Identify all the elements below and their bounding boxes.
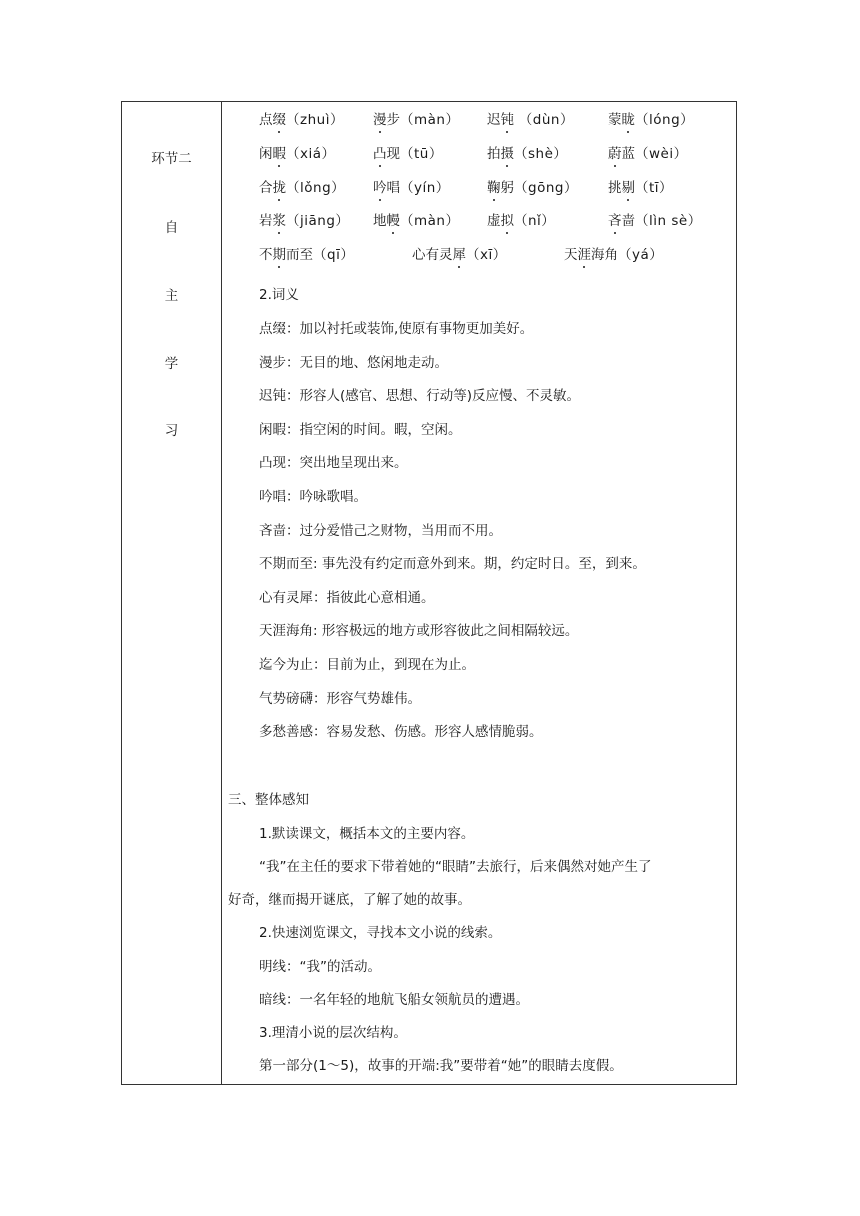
pinyin-word [259,212,349,230]
vocab-item: 吝啬：过分爱惜己之财物，当用而不用。 [259,523,502,539]
dotted-char: 钝 [500,112,514,128]
dotted-char: 期 [272,247,286,263]
word-part: 闲 [259,146,273,162]
pinyin-text: （dùn） [514,112,574,128]
pinyin-text: （lóng） [635,112,695,128]
section-char-2: 主 [164,288,179,304]
word-part: 蓝 [621,146,635,162]
dotted-char: 漫 [373,112,387,128]
overview-item-3: 3.理清小说的层次结构。 [259,1025,407,1041]
section-char-4: 习 [164,423,179,439]
word-part: 步 [386,112,400,128]
pinyin-word [259,246,354,264]
word-part: 心有灵 [412,247,453,263]
lesson-table [121,101,737,1085]
word-part: 虚 [487,213,501,229]
pinyin-text: （lǒng） [286,180,346,196]
pinyin-text: （lìn sè） [635,213,702,229]
dotted-char: 吟 [373,180,387,196]
dotted-char: 缀 [272,112,286,128]
word-part: 海角 [591,247,618,263]
pinyin-text: （màn） [400,112,460,128]
pinyin-word [487,212,555,230]
vocab-item: 闲暇：指空闲的时间。暇，空闲。 [259,422,462,438]
word-part: 躬 [500,180,514,196]
pinyin-word [608,179,673,197]
overview-clue-2: 暗线：一名年轻的地航飞船女领航员的遭遇。 [259,992,529,1008]
word-part: 现 [386,146,400,162]
vocab-item: 心有灵犀：指彼此心意相通。 [259,590,435,606]
pinyin-text: （tū） [400,146,443,162]
pinyin-word [259,179,345,197]
vocab-item: 迟钝：形容人(感官、思想、行动等)反应慢、不灵敏。 [259,388,581,404]
pinyin-text: （jiāng） [286,213,350,229]
pinyin-word [487,145,567,163]
dotted-char: 摄 [500,146,514,162]
pinyin-text: （wèi） [635,146,688,162]
pinyin-word [487,179,578,197]
word-part: 挑 [608,180,622,196]
vocab-heading: 2.词义 [259,287,299,303]
pinyin-word [259,111,344,129]
word-part: 合 [259,180,273,196]
dotted-char: 凸 [373,146,387,162]
vocab-item: 气势磅礴：形容气势雄伟。 [259,691,421,707]
pinyin-text: （màn） [400,213,460,229]
word-part: 地 [373,213,387,229]
pinyin-text: （shè） [514,146,568,162]
word-part: 点 [259,112,273,128]
overview-answer-1-line-1: “我”在主任的要求下带着她的“眼睛”去旅行，后来偶然对她产生了 [259,859,652,875]
dotted-char: 吝 [608,213,622,229]
dotted-char: 蔚 [608,146,622,162]
pinyin-word [259,145,336,163]
pinyin-text: （yá） [618,247,664,263]
pinyin-word [373,145,443,163]
dotted-char: 犀 [452,247,466,263]
vocab-item: 多愁善感：容易发愁、伤感。形容人感情脆弱。 [259,724,543,740]
dotted-char: 鞠 [487,180,501,196]
column-divider [221,102,222,1084]
word-part: 而至 [286,247,313,263]
word-part: 唱 [386,180,400,196]
word-part: 天 [564,247,578,263]
overview-item-2: 2.快速浏览课文，寻找本文小说的线索。 [259,925,502,941]
vocab-item: 凸现：突出地呈现出来。 [259,455,408,471]
dotted-char: 剔 [621,180,635,196]
word-part: 蒙 [608,112,622,128]
section-char-3: 学 [164,356,179,372]
pinyin-text: （xiá） [286,146,336,162]
pinyin-word [608,111,694,129]
pinyin-text: （qī） [313,247,355,263]
section-title: 环节二 [151,151,192,167]
pinyin-word [608,212,702,230]
dotted-char: 拟 [500,213,514,229]
dotted-char: 暇 [272,146,286,162]
overview-item-1: 1.默读课文，概括本文的主要内容。 [259,826,475,842]
overview-heading: 三、整体感知 [228,792,309,808]
overview-answer-1-line-2: 好奇，继而揭开谜底，了解了她的故事。 [228,892,471,908]
dotted-char: 涯 [577,247,591,263]
pinyin-word [373,111,459,129]
dotted-char: 幔 [386,213,400,229]
vocab-item: 天涯海角: 形容极远的地方或形容彼此之间相隔较远。 [259,623,579,639]
word-part: 岩 [259,213,273,229]
vocab-item: 漫步：无目的地、悠闲地走动。 [259,355,448,371]
word-part: 不 [259,247,273,263]
section-char-1: 自 [164,220,179,236]
pinyin-word [373,212,459,230]
vocab-item: 吟唱：吟咏歌唱。 [259,489,367,505]
pinyin-text: （tī） [635,180,674,196]
vocab-item: 点缀：加以衬托或装饰,使原有事物更加美好。 [259,321,534,337]
word-part: 啬 [621,213,635,229]
pinyin-word [412,246,507,264]
vocab-item: 不期而至: 事先没有约定而意外到来。期，约定时日。至，到来。 [259,556,646,572]
pinyin-text: （nǐ） [514,213,556,229]
word-part: 拍 [487,146,501,162]
overview-part-1: 第一部分(1～5)，故事的开端:我”要带着“她”的眼睛去度假。 [259,1058,623,1074]
dotted-char: 浆 [272,213,286,229]
pinyin-word [608,145,688,163]
dotted-char: 拢 [272,180,286,196]
pinyin-word [564,246,663,264]
pinyin-text: （zhuì） [286,112,344,128]
vocab-item: 迄今为止：目前为止，到现在为止。 [259,657,475,673]
pinyin-word [373,179,450,197]
dotted-char: 眬 [621,112,635,128]
pinyin-text: （yín） [400,180,450,196]
pinyin-text: （xī） [466,247,507,263]
pinyin-word [487,111,574,129]
word-part: 迟 [487,112,501,128]
pinyin-text: （gōng） [514,180,578,196]
overview-clue-1: 明线：“我”的活动。 [259,959,381,975]
